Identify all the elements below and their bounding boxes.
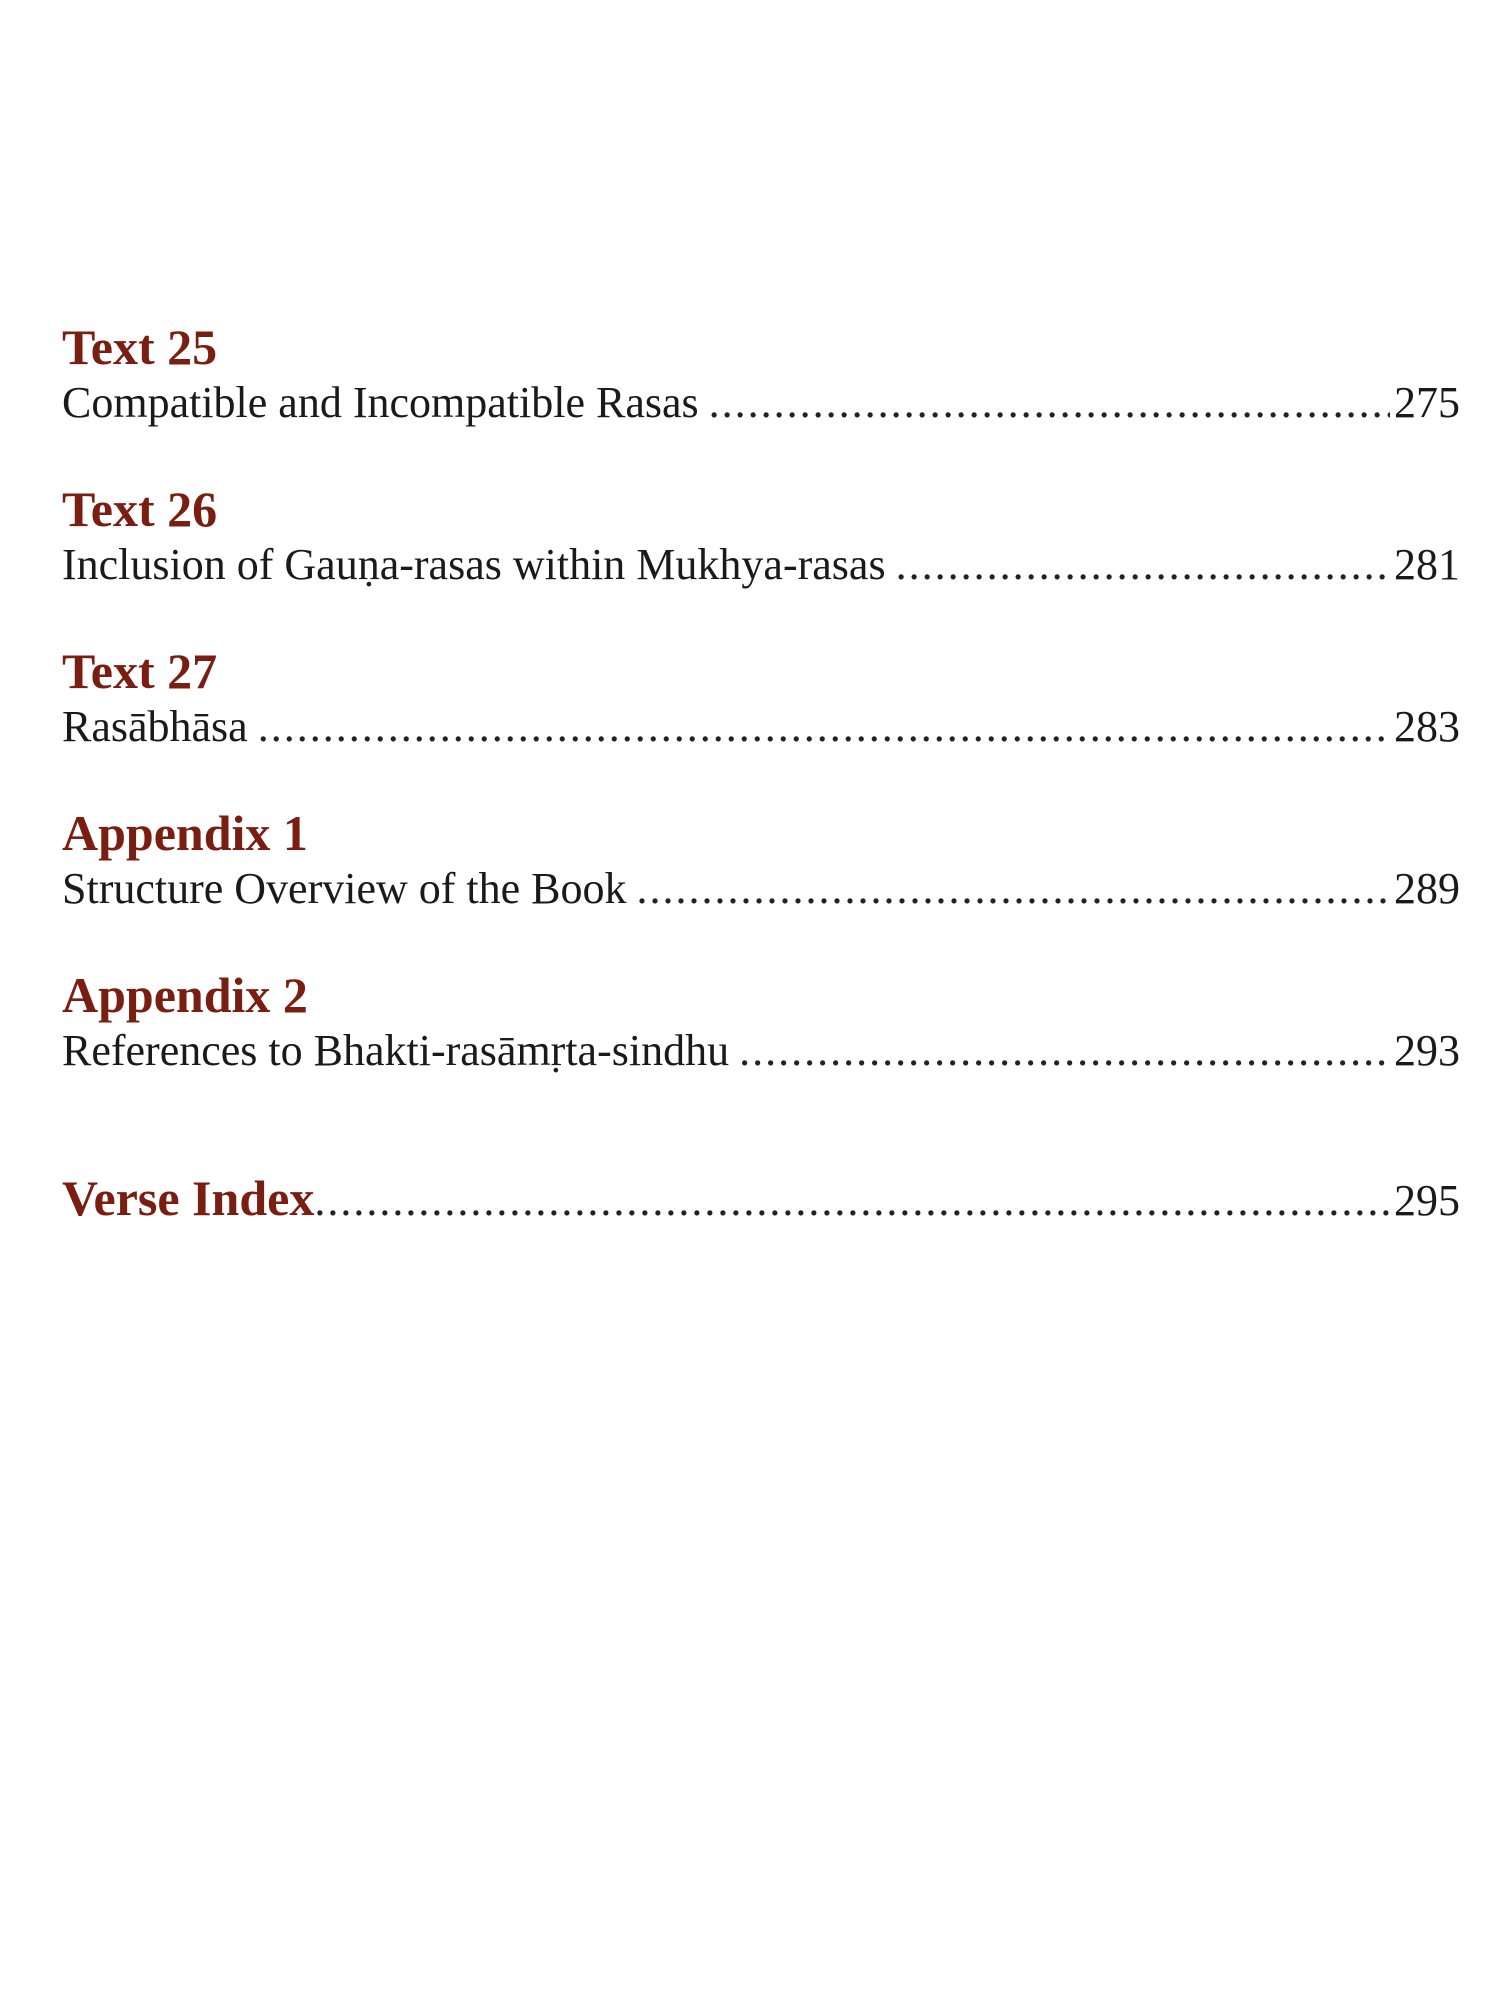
toc-entry[interactable] — [62, 1024, 1460, 1078]
table-of-contents — [62, 318, 1460, 1228]
dot-leader — [739, 1024, 1390, 1078]
entry-title: Compatible and Incompatible Rasas — [62, 378, 699, 427]
toc-entry[interactable] — [62, 700, 1460, 754]
dot-leader — [637, 862, 1390, 916]
dot-leader — [314, 1171, 1390, 1231]
toc-section-appendix-2 — [62, 966, 1460, 1078]
page-number: 275 — [1394, 378, 1460, 427]
section-heading: Appendix 1 — [62, 805, 308, 861]
section-heading: Text 26 — [62, 481, 218, 537]
toc-section-text-26 — [62, 480, 1460, 592]
dot-leader — [258, 700, 1390, 754]
toc-section-appendix-1 — [62, 804, 1460, 916]
toc-entry[interactable] — [62, 538, 1460, 592]
entry-title: References to Bhakti-rasāmṛta-sindhu — [62, 1026, 730, 1075]
section-heading: Text 27 — [62, 643, 218, 699]
section-heading: Text 25 — [62, 319, 218, 375]
page-number: 289 — [1394, 864, 1460, 913]
section-heading: Appendix 2 — [62, 967, 308, 1023]
entry-title: Inclusion of Gauṇa-rasas within Mukhya-rasas — [62, 540, 886, 589]
page-number: 295 — [1394, 1176, 1460, 1225]
page-number: 293 — [1394, 1026, 1460, 1075]
toc-section-text-27 — [62, 642, 1460, 754]
page-number: 281 — [1394, 540, 1460, 589]
page-number: 283 — [1394, 702, 1460, 751]
entry-title: Structure Overview of the Book — [62, 864, 627, 913]
dot-leader — [896, 538, 1390, 592]
toc-entry-verse-index[interactable] — [62, 1168, 1460, 1228]
toc-section-text-25 — [62, 318, 1460, 430]
entry-title: Rasābhāsa — [62, 702, 248, 751]
toc-entry[interactable] — [62, 376, 1460, 430]
dot-leader — [709, 376, 1390, 430]
verse-index-title: Verse Index — [62, 1170, 315, 1226]
toc-entry[interactable] — [62, 862, 1460, 916]
